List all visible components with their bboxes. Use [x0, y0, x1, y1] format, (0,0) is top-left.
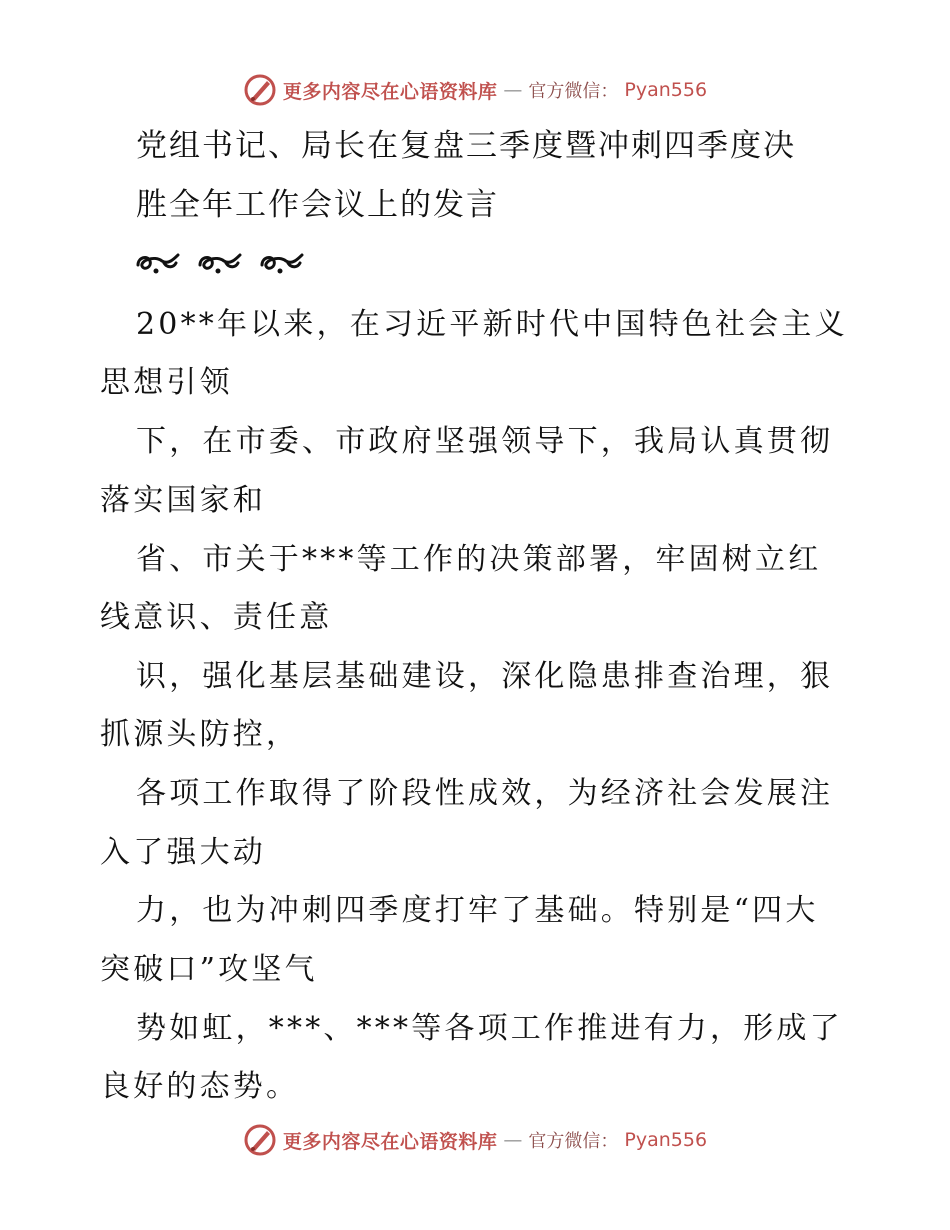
body-line: 良好的态势。	[100, 1069, 300, 1104]
body-line: 落实国家和	[100, 483, 266, 518]
pen-logo-icon	[243, 1123, 277, 1157]
site-name: 更多内容尽在心语资料库	[282, 1130, 498, 1153]
flourish-icon	[134, 249, 180, 277]
wechat-id: Pyan556	[624, 79, 708, 101]
body-line: 抓源头防控，	[100, 717, 300, 752]
site-name: 更多内容尽在心语资料库	[282, 80, 498, 103]
wechat-label: 官方微信：	[528, 81, 619, 102]
document-title-line-2: 胜全年工作会议上的发言	[136, 187, 499, 223]
body-line: 力，也为冲刺四季度打牢了基础。特别是“四大	[136, 893, 819, 928]
wechat-id: Pyan556	[624, 1129, 708, 1151]
body-line: 各项工作取得了阶段性成效，为经济社会发展注	[136, 776, 834, 811]
pen-logo-icon	[243, 73, 277, 107]
ornament-divider	[134, 249, 304, 277]
header-banner	[0, 70, 950, 110]
body-line: 识，强化基层基础建设，深化隐患排查治理，狠	[136, 659, 834, 694]
flourish-icon	[258, 249, 304, 277]
body-line: 省、市关于***等工作的决策部署，牢固树立红	[136, 542, 822, 577]
body-line: 下，在市委、市政府坚强领导下，我局认真贯彻	[136, 424, 834, 459]
body-line: 20**年以来，在习近平新时代中国特色社会主义	[136, 307, 848, 342]
body-line: 突破口”攻坚气	[100, 952, 318, 987]
banner-separator: —	[503, 1129, 523, 1151]
body-line: 势如虹，***、***等各项工作推进有力，形成了	[136, 1011, 843, 1046]
body-line: 入了强大动	[100, 835, 266, 870]
body-line: 思想引领	[100, 365, 233, 400]
flourish-icon	[196, 249, 242, 277]
wechat-label: 官方微信：	[528, 1131, 619, 1152]
document-title-line-1: 党组书记、局长在复盘三季度暨冲刺四季度决	[136, 128, 796, 164]
body-line: 线意识、责任意	[100, 600, 333, 635]
banner-separator: —	[503, 79, 523, 101]
footer-banner	[0, 1120, 950, 1160]
